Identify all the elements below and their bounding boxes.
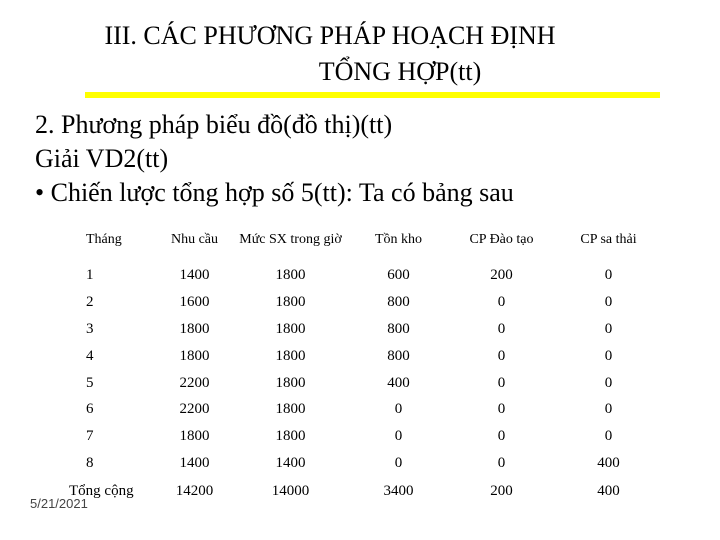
header-nhu-cau: Nhu cầu <box>155 218 235 263</box>
body-line-2: Giải VD2(tt) <box>35 144 169 173</box>
table-row <box>59 343 665 370</box>
table-cell: 2200 <box>155 396 235 423</box>
header-thang: Tháng <box>59 218 155 263</box>
body-line-3: • Chiến lược tổng hợp số 5(tt): Ta có bảng sau <box>35 178 514 207</box>
table-cell: 2 <box>59 289 155 316</box>
table-cell: 0 <box>553 263 665 290</box>
table-cell: 6 <box>59 396 155 423</box>
table-cell: 4 <box>59 343 155 370</box>
table-cell: 3400 <box>347 477 451 516</box>
header-muc-sx: Mức SX trong giờ <box>235 218 347 263</box>
table-cell: 0 <box>347 396 451 423</box>
slide-date: 5/21/2021 <box>30 496 88 511</box>
table-row <box>59 370 665 397</box>
table-cell: 1 <box>59 263 155 290</box>
table-cell: 5 <box>59 370 155 397</box>
table-cell: 0 <box>553 396 665 423</box>
table-cell: 8 <box>59 450 155 477</box>
title-line-2: TỔNG HỢP(tt) <box>318 57 482 86</box>
table-cell: 0 <box>451 289 553 316</box>
table-cell: 1800 <box>155 423 235 450</box>
table-row <box>59 263 665 290</box>
table-cell: 400 <box>553 450 665 477</box>
table-cell: 1800 <box>235 423 347 450</box>
table-cell: 7 <box>59 423 155 450</box>
table-cell: 1600 <box>155 289 235 316</box>
table-cell: 200 <box>451 263 553 290</box>
table-cell: 0 <box>451 316 553 343</box>
header-ton-kho: Tồn kho <box>347 218 451 263</box>
table-cell: 0 <box>553 370 665 397</box>
table-cell: 1800 <box>235 370 347 397</box>
table-cell: 200 <box>451 477 553 516</box>
table-row <box>59 316 665 343</box>
slide-body <box>35 108 514 210</box>
table-cell: 3 <box>59 316 155 343</box>
table-cell: 2200 <box>155 370 235 397</box>
table-cell: 0 <box>553 289 665 316</box>
table-cell: 800 <box>347 316 451 343</box>
table-cell: 800 <box>347 343 451 370</box>
header-cp-dao-tao: CP Đào tạo <box>451 218 553 263</box>
body-line-1: 2. Phương pháp biểu đồ(đồ thị)(tt) <box>35 110 393 139</box>
table-cell: 1800 <box>155 316 235 343</box>
table-cell: 1400 <box>155 450 235 477</box>
table-cell: 400 <box>347 370 451 397</box>
table-total-row <box>59 477 665 516</box>
table-row <box>59 423 665 450</box>
table-cell: 800 <box>347 289 451 316</box>
table-header-row <box>59 218 665 263</box>
table-cell: 600 <box>347 263 451 290</box>
table-cell: 0 <box>347 450 451 477</box>
table-cell: 1400 <box>235 450 347 477</box>
table-cell: 1800 <box>235 289 347 316</box>
table-cell: 0 <box>347 423 451 450</box>
table-cell: 0 <box>451 370 553 397</box>
table-cell: 0 <box>553 316 665 343</box>
table-row <box>59 396 665 423</box>
table-cell: 14200 <box>155 477 235 516</box>
table-cell: 1800 <box>235 396 347 423</box>
table-cell: 1800 <box>155 343 235 370</box>
title-line-1: III. CÁC PHƯƠNG PHÁP HOẠCH ĐỊNH <box>104 21 556 50</box>
table-cell: Tổng cộng <box>59 477 155 516</box>
table-cell: 0 <box>553 423 665 450</box>
table-cell: 400 <box>553 477 665 516</box>
title-underline <box>85 92 660 98</box>
table-cell: 1800 <box>235 343 347 370</box>
table-cell: 0 <box>451 450 553 477</box>
table-cell: 1400 <box>155 263 235 290</box>
table-cell: 14000 <box>235 477 347 516</box>
strategy-table <box>58 217 665 516</box>
table-cell: 0 <box>451 396 553 423</box>
table-cell: 1800 <box>235 316 347 343</box>
slide-title <box>0 18 720 90</box>
table-cell: 0 <box>553 343 665 370</box>
table-cell: 1800 <box>235 263 347 290</box>
table-cell: 0 <box>451 423 553 450</box>
header-cp-sa-thai: CP sa thải <box>553 218 665 263</box>
table-row <box>59 450 665 477</box>
table-row <box>59 289 665 316</box>
table-cell: 0 <box>451 343 553 370</box>
